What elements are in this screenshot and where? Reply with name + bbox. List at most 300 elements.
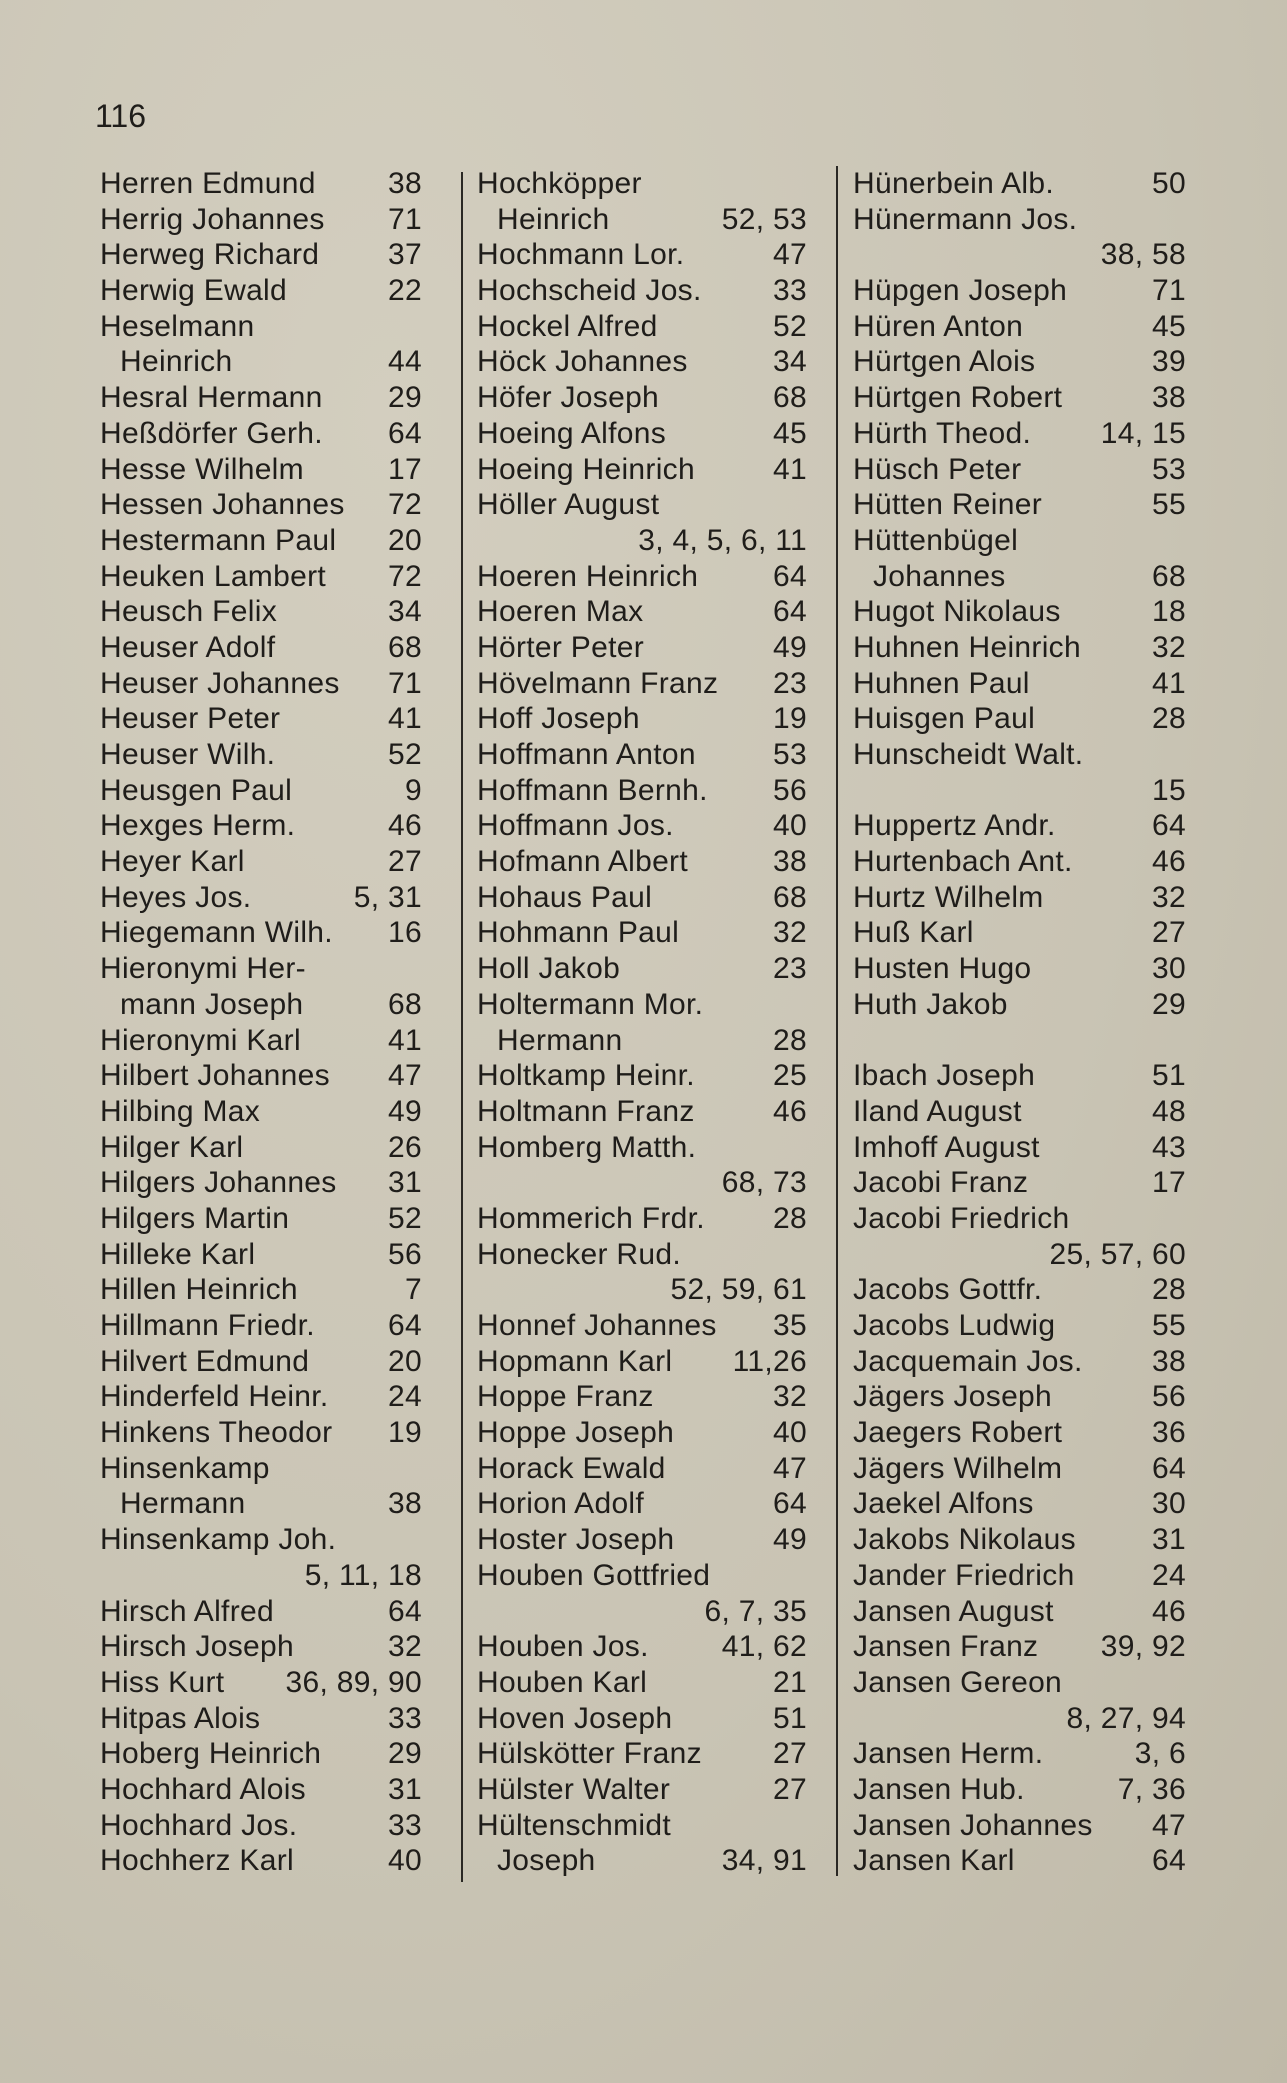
entry-name: Hinkens Theodor bbox=[100, 1416, 333, 1450]
index-entry bbox=[100, 1522, 422, 1558]
index-entry bbox=[853, 915, 1186, 951]
index-entry bbox=[477, 523, 807, 559]
entry-name: Hülskötter Franz bbox=[477, 1737, 702, 1771]
entry-name: Hinderfeld Heinr. bbox=[100, 1380, 329, 1414]
entry-name: Jansen Johannes bbox=[853, 1808, 1093, 1842]
entry-pages: 52 bbox=[388, 738, 422, 771]
entry-name: Hoffmann Anton bbox=[477, 738, 696, 771]
entry-pages: 22 bbox=[388, 274, 422, 308]
entry-name: Hirsch Joseph bbox=[100, 1630, 294, 1664]
entry-pages: 5, 11, 18 bbox=[304, 1558, 422, 1592]
entry-pages: 41, 62 bbox=[721, 1630, 807, 1664]
entry-name: Hommerich Frdr. bbox=[477, 1201, 705, 1235]
entry-name: Holtermann Mor. bbox=[477, 987, 704, 1021]
index-entry bbox=[853, 1058, 1186, 1094]
entry-name: Hieronymi Her- bbox=[100, 952, 306, 986]
entry-name: Holtkamp Heinr. bbox=[477, 1059, 695, 1093]
entry-name: Hiegemann Wilh. bbox=[100, 916, 333, 950]
entry-pages: 24 bbox=[388, 1380, 422, 1414]
index-column-2 bbox=[477, 166, 807, 1879]
entry-name: Hövelmann Franz bbox=[477, 666, 719, 700]
entry-name: Huhnen Heinrich bbox=[853, 630, 1081, 664]
entry-pages: 49 bbox=[388, 1094, 422, 1128]
entry-name: Hitpas Alois bbox=[100, 1701, 261, 1735]
entry-name: Hürtgen Robert bbox=[853, 381, 1063, 415]
index-entry bbox=[100, 1201, 422, 1237]
index-column-3 bbox=[853, 166, 1186, 1879]
entry-pages: 27 bbox=[773, 1737, 807, 1771]
entry-pages: 64 bbox=[773, 595, 807, 629]
entry-pages: 37 bbox=[388, 238, 422, 272]
entry-pages: 39 bbox=[1152, 345, 1186, 379]
entry-pages: 56 bbox=[1152, 1380, 1186, 1414]
entry-pages: 64 bbox=[388, 416, 422, 450]
entry-name: Herrig Johannes bbox=[100, 202, 325, 236]
entry-name: Hinsenkamp bbox=[100, 1451, 270, 1485]
index-entry bbox=[477, 915, 807, 951]
index-entry bbox=[477, 487, 807, 523]
index-entry bbox=[477, 951, 807, 987]
entry-pages: 14, 15 bbox=[1100, 416, 1186, 450]
entry-pages: 17 bbox=[1152, 1166, 1186, 1200]
index-entry bbox=[853, 1023, 1186, 1059]
entry-name: Hohaus Paul bbox=[477, 880, 653, 914]
index-entry bbox=[100, 1344, 422, 1380]
entry-name: Heinrich bbox=[120, 345, 233, 379]
entry-name: Hültenschmidt bbox=[477, 1808, 671, 1842]
entry-name: Johannes bbox=[873, 559, 1006, 593]
entry-pages: 72 bbox=[388, 488, 422, 522]
index-entry bbox=[477, 1308, 807, 1344]
entry-pages: 38 bbox=[1152, 381, 1186, 415]
entry-name: Jansen Gereon bbox=[853, 1665, 1063, 1699]
entry-name: Hurtenbach Ant. bbox=[853, 845, 1073, 879]
index-entry bbox=[853, 808, 1186, 844]
index-entry bbox=[477, 773, 807, 809]
entry-pages: 29 bbox=[388, 1737, 422, 1771]
index-entry bbox=[853, 452, 1186, 488]
entry-pages: 41 bbox=[1152, 666, 1186, 700]
entry-pages: 47 bbox=[773, 238, 807, 272]
entry-name: Jansen Franz bbox=[853, 1630, 1039, 1664]
entry-pages: 3, 6 bbox=[1134, 1737, 1186, 1771]
index-entry bbox=[100, 1843, 422, 1879]
entry-pages: 52, 59, 61 bbox=[670, 1273, 807, 1307]
index-entry bbox=[853, 1272, 1186, 1308]
entry-pages: 72 bbox=[388, 559, 422, 593]
entry-pages: 34, 91 bbox=[721, 1844, 807, 1878]
entry-pages: 45 bbox=[1152, 309, 1186, 343]
entry-pages: 55 bbox=[1152, 488, 1186, 522]
entry-name: Hoffmann Jos. bbox=[477, 809, 674, 843]
index-entry bbox=[100, 380, 422, 416]
entry-name: Imhoff August bbox=[853, 1130, 1040, 1164]
entry-name: Hünerbein Alb. bbox=[853, 167, 1055, 200]
index-entry bbox=[477, 1808, 807, 1844]
index-entry bbox=[100, 630, 422, 666]
entry-name: Hürtgen Alois bbox=[853, 345, 1036, 379]
entry-name: Hiss Kurt bbox=[100, 1665, 225, 1699]
index-entry bbox=[853, 273, 1186, 309]
index-entry bbox=[100, 202, 422, 238]
entry-pages: 32 bbox=[388, 1630, 422, 1664]
index-entry bbox=[477, 880, 807, 916]
entry-name: Herwig Ewald bbox=[100, 274, 287, 308]
entry-name: Heinrich bbox=[497, 202, 610, 236]
entry-pages: 32 bbox=[773, 916, 807, 950]
entry-pages: 36, 89, 90 bbox=[285, 1665, 422, 1699]
index-entry bbox=[853, 1522, 1186, 1558]
entry-name: Höller August bbox=[477, 488, 660, 522]
entry-name: Heusgen Paul bbox=[100, 773, 293, 807]
entry-pages: 64 bbox=[1152, 1451, 1186, 1485]
index-entry bbox=[100, 487, 422, 523]
index-entry bbox=[853, 987, 1186, 1023]
entry-name: Höck Johannes bbox=[477, 345, 688, 379]
index-entry bbox=[853, 880, 1186, 916]
entry-name: Hessen Johannes bbox=[100, 488, 345, 522]
entry-name: Homberg Matth. bbox=[477, 1130, 697, 1164]
entry-name: Hoff Joseph bbox=[477, 702, 640, 736]
entry-name: Ibach Joseph bbox=[853, 1059, 1036, 1093]
index-entry bbox=[853, 737, 1186, 773]
entry-name: Hochscheid Jos. bbox=[477, 274, 702, 308]
index-entry bbox=[100, 1058, 422, 1094]
entry-pages: 23 bbox=[773, 666, 807, 700]
index-entry bbox=[477, 808, 807, 844]
entry-name: Jacobi Franz bbox=[853, 1166, 1029, 1200]
index-entry bbox=[100, 237, 422, 273]
entry-pages: 64 bbox=[773, 1487, 807, 1521]
index-entry bbox=[477, 559, 807, 595]
index-entry bbox=[100, 166, 422, 202]
index-entry bbox=[853, 237, 1186, 273]
entry-pages: 33 bbox=[773, 274, 807, 308]
index-entry bbox=[853, 1843, 1186, 1879]
index-entry bbox=[853, 1594, 1186, 1630]
index-entry bbox=[100, 452, 422, 488]
index-entry bbox=[853, 1094, 1186, 1130]
index-entry bbox=[853, 1165, 1186, 1201]
index-entry bbox=[477, 1165, 807, 1201]
entry-name: Hoppe Joseph bbox=[477, 1416, 675, 1450]
index-entry bbox=[853, 1629, 1186, 1665]
entry-name: Horion Adolf bbox=[477, 1487, 645, 1521]
index-entry bbox=[853, 1558, 1186, 1594]
entry-pages: 21 bbox=[773, 1665, 807, 1699]
index-entry bbox=[853, 1808, 1186, 1844]
entry-pages: 68 bbox=[773, 880, 807, 914]
entry-name: Hüttenbügel bbox=[853, 523, 1019, 557]
index-entry bbox=[477, 1486, 807, 1522]
entry-name: Hochhard Jos. bbox=[100, 1808, 298, 1842]
entry-pages: 56 bbox=[388, 1237, 422, 1271]
index-entry bbox=[477, 594, 807, 630]
entry-pages: 46 bbox=[1152, 1594, 1186, 1628]
entry-pages: 19 bbox=[773, 702, 807, 736]
index-entry bbox=[100, 951, 422, 987]
entry-name: Jaekel Alfons bbox=[853, 1487, 1034, 1521]
entry-name: Hochmann Lor. bbox=[477, 238, 685, 272]
index-entry bbox=[100, 666, 422, 702]
entry-pages: 64 bbox=[388, 1594, 422, 1628]
entry-pages: 40 bbox=[773, 809, 807, 843]
entry-pages: 38 bbox=[1152, 1344, 1186, 1378]
entry-pages: 52 bbox=[773, 309, 807, 343]
entry-name: Husten Hugo bbox=[853, 952, 1032, 986]
entry-name: Heuser Johannes bbox=[100, 666, 340, 700]
entry-name: Houben Gottfried bbox=[477, 1558, 711, 1592]
index-entry bbox=[100, 273, 422, 309]
entry-name: Jacobs Ludwig bbox=[853, 1309, 1056, 1342]
entry-pages: 20 bbox=[388, 1344, 422, 1378]
index-entry bbox=[853, 1344, 1186, 1380]
index-entry bbox=[853, 951, 1186, 987]
entry-name: Heuser Wilh. bbox=[100, 738, 276, 771]
entry-name: Hermann bbox=[497, 1023, 623, 1057]
index-entry bbox=[100, 808, 422, 844]
entry-name: Horack Ewald bbox=[477, 1451, 666, 1485]
entry-name: Hurtz Wilhelm bbox=[853, 880, 1044, 914]
entry-name: Holl Jakob bbox=[477, 952, 621, 986]
index-entry bbox=[100, 1808, 422, 1844]
entry-pages: 25 bbox=[773, 1059, 807, 1093]
column-divider bbox=[461, 172, 463, 1882]
entry-pages: 24 bbox=[1152, 1558, 1186, 1592]
index-entry bbox=[477, 666, 807, 702]
entry-pages: 47 bbox=[773, 1451, 807, 1485]
entry-name: Heuser Adolf bbox=[100, 630, 276, 664]
index-entry bbox=[477, 1379, 807, 1415]
index-entry bbox=[853, 1451, 1186, 1487]
entry-name: Hilbing Max bbox=[100, 1094, 261, 1128]
index-entry bbox=[100, 987, 422, 1023]
index-entry bbox=[100, 1558, 422, 1594]
index-entry bbox=[853, 666, 1186, 702]
index-entry bbox=[853, 309, 1186, 345]
index-entry bbox=[853, 380, 1186, 416]
entry-pages: 33 bbox=[388, 1808, 422, 1842]
entry-name: Hütten Reiner bbox=[853, 488, 1042, 522]
entry-name: Hoeren Heinrich bbox=[477, 559, 699, 593]
entry-pages: 53 bbox=[773, 738, 807, 771]
index-entry bbox=[100, 1629, 422, 1665]
index-entry bbox=[477, 1772, 807, 1808]
entry-pages: 52, 53 bbox=[721, 202, 807, 236]
entry-pages: 27 bbox=[388, 845, 422, 879]
entry-pages: 44 bbox=[388, 345, 422, 379]
entry-name: Hilleke Karl bbox=[100, 1237, 256, 1271]
index-entry bbox=[853, 416, 1186, 452]
entry-name: Jacobi Friedrich bbox=[853, 1201, 1070, 1235]
index-entry bbox=[477, 416, 807, 452]
entry-pages: 53 bbox=[1152, 452, 1186, 486]
entry-name: Hoppe Franz bbox=[477, 1380, 654, 1414]
entry-pages: 31 bbox=[388, 1772, 422, 1806]
entry-name: Heßdörfer Gerh. bbox=[100, 416, 323, 450]
index-entry bbox=[853, 1415, 1186, 1451]
index-entry bbox=[100, 1665, 422, 1701]
entry-name: Huß Karl bbox=[853, 916, 974, 950]
entry-pages: 38, 58 bbox=[1100, 238, 1186, 272]
entry-name: Hohmann Paul bbox=[477, 916, 680, 950]
entry-name: Hoeren Max bbox=[477, 595, 644, 629]
index-entry bbox=[477, 1558, 807, 1594]
index-entry bbox=[853, 1237, 1186, 1273]
index-entry bbox=[477, 630, 807, 666]
entry-pages: 49 bbox=[773, 630, 807, 664]
entry-pages: 46 bbox=[1152, 845, 1186, 879]
entry-name: Huisgen Paul bbox=[853, 702, 1036, 736]
entry-pages: 3, 4, 5, 6, 11 bbox=[638, 523, 807, 557]
index-entry bbox=[100, 1308, 422, 1344]
entry-name: Jaegers Robert bbox=[853, 1416, 1063, 1450]
entry-pages: 17 bbox=[388, 452, 422, 486]
entry-pages: 23 bbox=[773, 952, 807, 986]
entry-pages: 35 bbox=[773, 1309, 807, 1342]
entry-pages: 52 bbox=[388, 1201, 422, 1235]
entry-pages: 33 bbox=[388, 1701, 422, 1735]
entry-pages: 64 bbox=[1152, 809, 1186, 843]
entry-pages: 64 bbox=[388, 1309, 422, 1342]
entry-name: Jansen Karl bbox=[853, 1844, 1015, 1878]
index-entry bbox=[100, 1130, 422, 1166]
entry-name: Jacobs Gottfr. bbox=[853, 1273, 1043, 1307]
index-entry bbox=[100, 1379, 422, 1415]
index-entry bbox=[853, 701, 1186, 737]
entry-pages: 46 bbox=[388, 809, 422, 843]
entry-name: Hüpgen Joseph bbox=[853, 274, 1068, 308]
entry-name: Jansen August bbox=[853, 1594, 1054, 1628]
entry-name: Hoberg Heinrich bbox=[100, 1737, 322, 1771]
index-entry bbox=[853, 559, 1186, 595]
index-entry bbox=[477, 1415, 807, 1451]
index-entry bbox=[477, 166, 807, 202]
entry-name: Hermann bbox=[120, 1487, 246, 1521]
entry-pages: 64 bbox=[1152, 1844, 1186, 1878]
index-entry bbox=[100, 416, 422, 452]
entry-pages: 6, 7, 35 bbox=[704, 1594, 807, 1628]
index-entry bbox=[477, 1130, 807, 1166]
index-entry bbox=[100, 915, 422, 951]
entry-pages: 18 bbox=[1152, 595, 1186, 629]
entry-pages: 32 bbox=[1152, 630, 1186, 664]
entry-name: Holtmann Franz bbox=[477, 1094, 695, 1128]
entry-name: Hoven Joseph bbox=[477, 1701, 673, 1735]
entry-name: mann Joseph bbox=[120, 987, 304, 1021]
entry-pages: 26 bbox=[388, 1130, 422, 1164]
entry-name: Jägers Joseph bbox=[853, 1380, 1053, 1414]
entry-pages: 41 bbox=[388, 1023, 422, 1057]
entry-name: Hugot Nikolaus bbox=[853, 595, 1061, 629]
entry-pages: 43 bbox=[1152, 1130, 1186, 1164]
entry-name: Heyes Jos. bbox=[100, 880, 252, 914]
index-entry bbox=[477, 1094, 807, 1130]
entry-name: Hüsch Peter bbox=[853, 452, 1022, 486]
index-entry bbox=[477, 1594, 807, 1630]
entry-name: Houben Jos. bbox=[477, 1630, 649, 1664]
entry-pages: 9 bbox=[405, 773, 422, 807]
entry-pages: 49 bbox=[773, 1523, 807, 1557]
index-entry bbox=[477, 737, 807, 773]
entry-name: Hofmann Albert bbox=[477, 845, 688, 879]
entry-name: Houben Karl bbox=[477, 1665, 648, 1699]
index-entry bbox=[477, 380, 807, 416]
entry-pages: 47 bbox=[1152, 1808, 1186, 1842]
entry-pages: 27 bbox=[1152, 916, 1186, 950]
entry-name: Heyer Karl bbox=[100, 845, 245, 879]
index-entry bbox=[100, 1772, 422, 1808]
entry-name: Hesse Wilhelm bbox=[100, 452, 304, 486]
entry-pages: 5, 31 bbox=[353, 880, 422, 914]
entry-pages: 27 bbox=[773, 1772, 807, 1806]
entry-pages: 34 bbox=[388, 595, 422, 629]
index-entry bbox=[477, 273, 807, 309]
entry-name: Hoffmann Bernh. bbox=[477, 773, 708, 807]
entry-name: Huth Jakob bbox=[853, 987, 1008, 1021]
index-entry bbox=[853, 166, 1186, 202]
entry-pages: 64 bbox=[773, 559, 807, 593]
index-entry bbox=[100, 1451, 422, 1487]
entry-pages: 51 bbox=[1152, 1059, 1186, 1093]
index-entry bbox=[477, 1272, 807, 1308]
index-entry bbox=[477, 344, 807, 380]
index-entry bbox=[853, 773, 1186, 809]
entry-pages: 16 bbox=[388, 916, 422, 950]
index-column-1 bbox=[100, 166, 422, 1879]
index-entry bbox=[100, 1094, 422, 1130]
index-entry bbox=[100, 1165, 422, 1201]
entry-pages: 71 bbox=[388, 202, 422, 236]
entry-pages: 29 bbox=[388, 381, 422, 415]
entry-pages: 38 bbox=[388, 167, 422, 200]
index-entry bbox=[477, 1843, 807, 1879]
entry-pages: 56 bbox=[773, 773, 807, 807]
index-entry bbox=[100, 1237, 422, 1273]
entry-name: Jakobs Nikolaus bbox=[853, 1523, 1076, 1557]
entry-name: Hüren Anton bbox=[853, 309, 1024, 343]
index-entry bbox=[477, 309, 807, 345]
entry-pages: 30 bbox=[1152, 1487, 1186, 1521]
index-entry bbox=[477, 1736, 807, 1772]
index-entry bbox=[853, 1701, 1186, 1737]
entry-name: Hochköpper bbox=[477, 167, 642, 200]
page-number: 116 bbox=[95, 98, 147, 134]
entry-name: Huhnen Paul bbox=[853, 666, 1030, 700]
entry-name: Hochherz Karl bbox=[100, 1844, 294, 1878]
entry-pages: 45 bbox=[773, 416, 807, 450]
entry-pages: 68 bbox=[388, 987, 422, 1021]
index-entry bbox=[100, 1486, 422, 1522]
entry-pages: 68, 73 bbox=[721, 1166, 807, 1200]
entry-pages: 28 bbox=[773, 1023, 807, 1057]
entry-name: Hestermann Paul bbox=[100, 523, 337, 557]
entry-name: Hoeing Heinrich bbox=[477, 452, 695, 486]
entry-name: Hünermann Jos. bbox=[853, 202, 1078, 236]
index-entry bbox=[853, 1130, 1186, 1166]
index-entry bbox=[477, 1701, 807, 1737]
index-entry bbox=[100, 880, 422, 916]
entry-pages: 36 bbox=[1152, 1416, 1186, 1450]
entry-name: Hillen Heinrich bbox=[100, 1273, 298, 1307]
index-entry bbox=[100, 1701, 422, 1737]
entry-name: Hirsch Alfred bbox=[100, 1594, 274, 1628]
index-entry bbox=[100, 344, 422, 380]
entry-name: Hilger Karl bbox=[100, 1130, 244, 1164]
entry-name: Huppertz Andr. bbox=[853, 809, 1056, 843]
index-entry bbox=[100, 844, 422, 880]
entry-name: Hillmann Friedr. bbox=[100, 1309, 315, 1342]
